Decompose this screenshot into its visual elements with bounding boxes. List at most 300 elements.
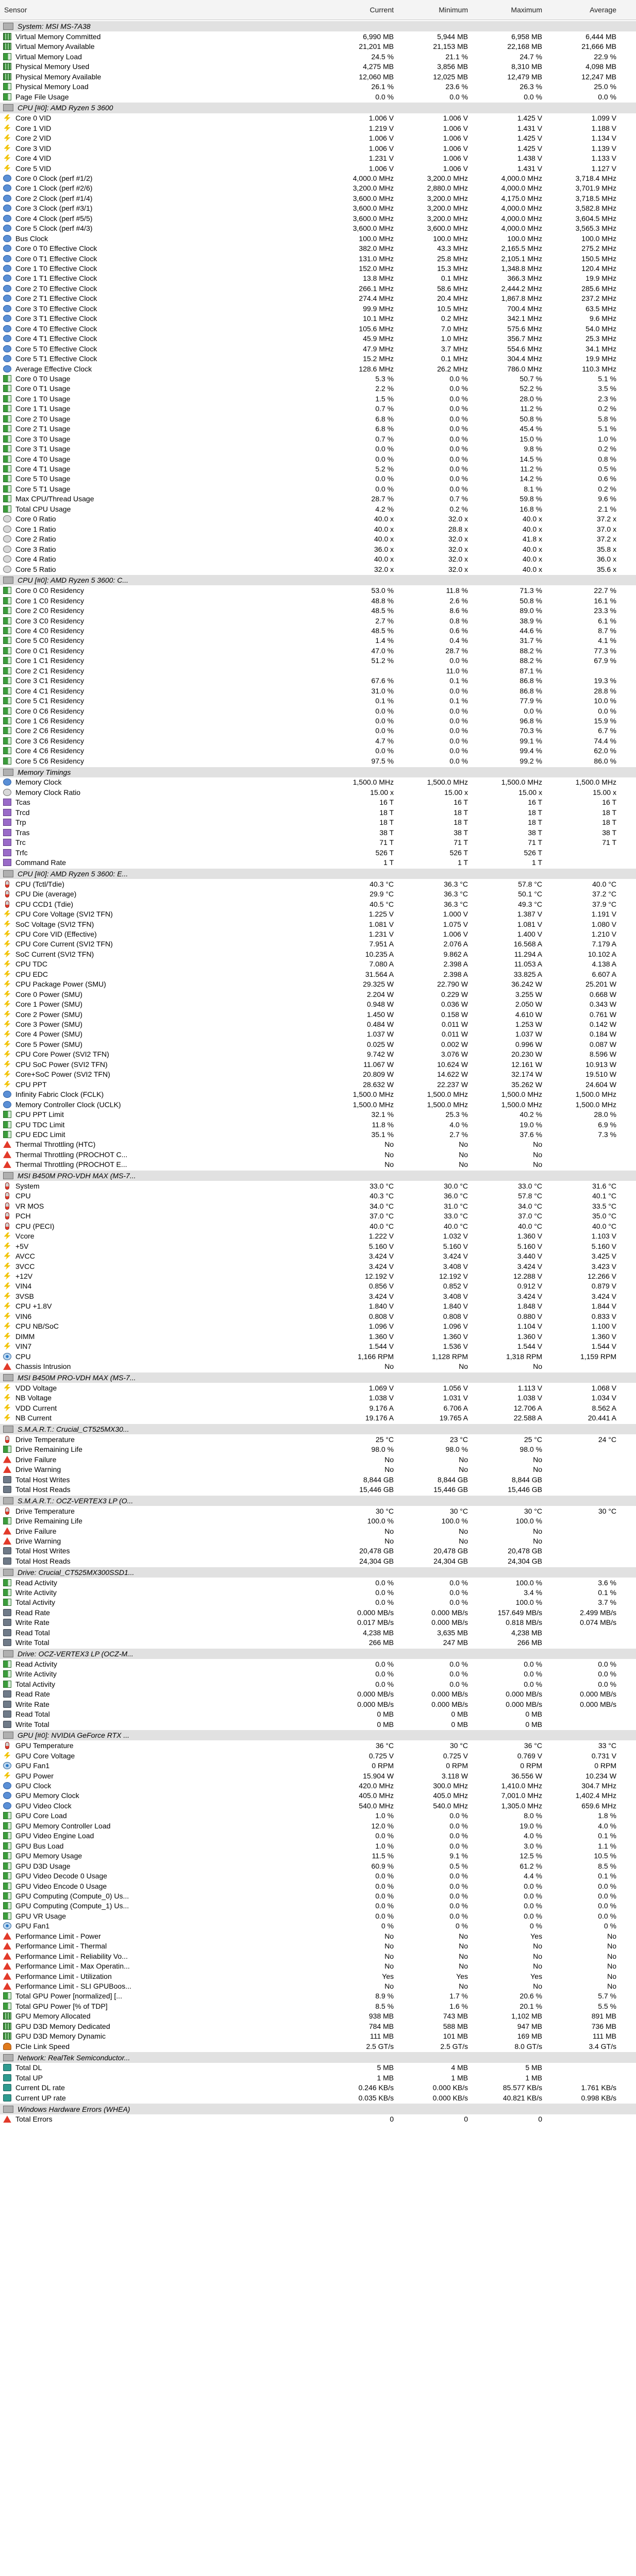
average-value: 54.0 MHz (585, 324, 616, 333)
sensor-row[interactable] (0, 959, 636, 969)
sensor-row[interactable] (0, 253, 636, 263)
sensor-row[interactable] (0, 494, 636, 504)
sensor-row[interactable] (0, 1281, 636, 1291)
sensor-row[interactable] (0, 1961, 636, 1971)
minimum-value: 25.8 MHz (437, 254, 468, 263)
sensor-row[interactable] (0, 133, 636, 143)
sensor-row[interactable] (0, 1089, 636, 1099)
sensor-row[interactable] (0, 1059, 636, 1069)
sensor-row[interactable] (0, 1881, 636, 1891)
bolt-icon (3, 1081, 11, 1088)
sensor-row[interactable] (0, 2011, 636, 2021)
sensor-row[interactable] (0, 1941, 636, 1951)
sensor-row[interactable] (0, 1861, 636, 1871)
current-value: 53.0 % (371, 586, 394, 595)
sensor-row[interactable] (0, 233, 636, 243)
sensor-row[interactable] (0, 1556, 636, 1566)
minimum-value: 1.360 V (443, 1332, 468, 1341)
sensor-row[interactable] (0, 827, 636, 837)
bolt-icon (3, 1252, 11, 1260)
maximum-value: 41.8 x (522, 535, 542, 544)
sensor-row[interactable] (0, 364, 636, 374)
sensor-name: CPU (15, 1352, 31, 1361)
sensor-row[interactable] (0, 404, 636, 414)
sensor-row[interactable] (0, 1791, 636, 1801)
average-value: 0.5 % (598, 465, 616, 473)
sensor-row[interactable] (0, 2063, 636, 2073)
section-header[interactable] (0, 1648, 636, 1659)
sensor-row[interactable] (0, 989, 636, 999)
sensor-row[interactable] (0, 1831, 636, 1841)
sensor-row[interactable] (0, 1981, 636, 1991)
sensor-row[interactable] (0, 777, 636, 787)
sensor-row[interactable] (0, 919, 636, 929)
sensor-row[interactable] (0, 1099, 636, 1109)
bar-icon (3, 495, 11, 502)
average-value: 37.2 x (596, 515, 616, 523)
sensor-row[interactable] (0, 1454, 636, 1464)
circle-icon (3, 546, 11, 553)
sensor-row[interactable] (0, 283, 636, 293)
sensor-row[interactable] (0, 1931, 636, 1941)
sensor-row[interactable] (0, 746, 636, 756)
sensor-name: CPU TDC Limit (15, 1120, 65, 1129)
sensor-row[interactable] (0, 1921, 636, 1931)
sensor-row[interactable] (0, 554, 636, 564)
minimum-value: 10.5 MHz (437, 304, 468, 313)
sensor-row[interactable] (0, 62, 636, 72)
sensor-row[interactable] (0, 52, 636, 61)
bar-icon (3, 617, 11, 624)
maximum-value: 88.2 % (520, 656, 542, 665)
average-value: 0.1 % (598, 1832, 616, 1840)
bar-icon (3, 475, 11, 482)
current-value: 33.0 °C (370, 1181, 394, 1190)
sensor-row[interactable] (0, 1393, 636, 1402)
maximum-value: 1.400 V (517, 929, 542, 938)
mem-icon (3, 63, 11, 70)
sensor-row[interactable] (0, 879, 636, 889)
section-header[interactable] (0, 574, 636, 585)
sensor-row[interactable] (0, 1526, 636, 1536)
sensor-row[interactable] (0, 424, 636, 434)
sensor-row[interactable] (0, 756, 636, 766)
sensor-row[interactable] (0, 1321, 636, 1331)
sensor-row[interactable] (0, 1120, 636, 1129)
sensor-label-cell (0, 1700, 324, 1708)
sensor-row[interactable] (0, 1911, 636, 1921)
sensor-name: VDD Current (15, 1403, 57, 1412)
sensor-row[interactable] (0, 1719, 636, 1729)
maximum-value: 3.4 % (524, 1588, 542, 1597)
sensor-row[interactable] (0, 999, 636, 1009)
sensor-name: Performance Limit - Utilization (15, 1972, 112, 1980)
minimum-value: 33.0 °C (444, 1212, 468, 1221)
sensor-row[interactable] (0, 1271, 636, 1281)
sensor-row[interactable] (0, 1598, 636, 1607)
sensor-row[interactable] (0, 394, 636, 403)
average-value: 25.0 % (594, 82, 616, 91)
sensor-row[interactable] (0, 857, 636, 867)
average-value: 40.0 °C (592, 879, 616, 888)
sensor-row[interactable] (0, 143, 636, 153)
sensor-row[interactable] (0, 1679, 636, 1689)
sensor-row[interactable] (0, 444, 636, 453)
sensor-row[interactable] (0, 454, 636, 464)
average-value: 1.139 V (591, 144, 616, 152)
bar-icon (3, 667, 11, 674)
sensor-row[interactable] (0, 324, 636, 333)
warn-icon (3, 1537, 11, 1545)
sensor-row[interactable] (0, 636, 636, 646)
sensor-row[interactable] (0, 123, 636, 133)
sensor-row[interactable] (0, 1516, 636, 1526)
sensor-row[interactable] (0, 1434, 636, 1444)
sensor-row[interactable] (0, 1221, 636, 1231)
sensor-row[interactable] (0, 1413, 636, 1422)
sensor-row[interactable] (0, 1341, 636, 1351)
sensor-row[interactable] (0, 1140, 636, 1149)
average-value: 37.2 °C (592, 890, 616, 899)
sensor-row[interactable] (0, 1109, 636, 1119)
current-value: 40.5 °C (370, 900, 394, 908)
section-header[interactable] (0, 868, 636, 879)
sensor-row[interactable] (0, 1709, 636, 1719)
sensor-row[interactable] (0, 656, 636, 666)
sensor-row[interactable] (0, 213, 636, 223)
sensor-name: Write Rate (15, 1618, 49, 1627)
sensor-row[interactable] (0, 1009, 636, 1019)
sensor-row[interactable] (0, 92, 636, 101)
sensor-row[interactable] (0, 1241, 636, 1251)
bar-icon (3, 1599, 11, 1606)
sensor-row[interactable] (0, 1291, 636, 1301)
sensor-row[interactable] (0, 183, 636, 193)
sensor-row[interactable] (0, 1699, 636, 1709)
sensor-row[interactable] (0, 1079, 636, 1089)
maximum-value: 98.0 % (520, 1445, 542, 1454)
sensor-name: CPU Die (average) (15, 890, 77, 899)
sensor-row[interactable] (0, 374, 636, 383)
sensor-row[interactable] (0, 798, 636, 807)
sensor-row[interactable] (0, 848, 636, 857)
sensor-row[interactable] (0, 2031, 636, 2041)
sensor-row[interactable] (0, 434, 636, 444)
sensor-row[interactable] (0, 716, 636, 725)
sensor-row[interactable] (0, 2041, 636, 2051)
sensor-label-cell (0, 1302, 324, 1310)
average-value: 1.544 V (591, 1342, 616, 1351)
warn-icon (3, 1953, 11, 1960)
sensor-row[interactable] (0, 1464, 636, 1474)
sensor-row[interactable] (0, 1231, 636, 1241)
sensor-row[interactable] (0, 204, 636, 213)
maximum-value: 59.8 % (520, 495, 542, 503)
section-header[interactable] (0, 1423, 636, 1434)
sensor-row[interactable] (0, 2073, 636, 2082)
current-value: No (384, 1465, 394, 1474)
sensor-row[interactable] (0, 1019, 636, 1029)
drive-icon (3, 1476, 11, 1483)
sensor-row[interactable] (0, 153, 636, 163)
column-sensor[interactable]: Sensor (4, 6, 27, 14)
sensor-row[interactable] (0, 534, 636, 544)
sensor-row[interactable] (0, 1578, 636, 1587)
sensor-row[interactable] (0, 1039, 636, 1049)
sensor-row[interactable] (0, 585, 636, 595)
sensor-row[interactable] (0, 514, 636, 524)
sensor-row[interactable] (0, 1331, 636, 1341)
sensor-row[interactable] (0, 1659, 636, 1669)
sensor-name: +5V (15, 1242, 29, 1250)
sensor-row[interactable] (0, 706, 636, 716)
sensor-row[interactable] (0, 726, 636, 736)
bar-icon (3, 1681, 11, 1688)
sensor-row[interactable] (0, 1821, 636, 1831)
sensor-row[interactable] (0, 1383, 636, 1393)
sensor-row[interactable] (0, 1181, 636, 1191)
sensor-row[interactable] (0, 564, 636, 574)
sensor-row[interactable] (0, 1049, 636, 1059)
maximum-value: 100.0 % (515, 1517, 542, 1526)
sensor-row[interactable] (0, 1149, 636, 1159)
maximum-value: 19.0 % (520, 1821, 542, 1830)
sensor-row[interactable] (0, 1607, 636, 1617)
sensor-row[interactable] (0, 1689, 636, 1699)
sensor-row[interactable] (0, 1891, 636, 1901)
sensor-row[interactable] (0, 173, 636, 183)
sensor-row[interactable] (0, 113, 636, 123)
sensor-row[interactable] (0, 837, 636, 847)
sensor-row[interactable] (0, 1587, 636, 1597)
sensor-row[interactable] (0, 1951, 636, 1961)
section-header[interactable] (0, 1729, 636, 1740)
sensor-row[interactable] (0, 2021, 636, 2031)
sensor-row[interactable] (0, 1901, 636, 1911)
sensor-name: CPU Core Voltage (SVI2 TFN) (15, 910, 113, 919)
sensor-row[interactable] (0, 1851, 636, 1860)
sensor-row[interactable] (0, 414, 636, 423)
sensor-row[interactable] (0, 1546, 636, 1556)
sensor-row[interactable] (0, 969, 636, 979)
sensor-name: CPU TDC (15, 960, 47, 969)
sensor-row[interactable] (0, 1029, 636, 1039)
sensor-row[interactable] (0, 1361, 636, 1371)
section-header[interactable] (0, 1495, 636, 1506)
sensor-label-cell (0, 1507, 324, 1515)
sensor-row[interactable] (0, 666, 636, 675)
maximum-value: 12.706 A (513, 1403, 542, 1412)
sensor-row[interactable] (0, 1070, 636, 1079)
sensor-row[interactable] (0, 949, 636, 959)
average-value: 0.833 V (591, 1312, 616, 1320)
bar-icon (3, 415, 11, 422)
sensor-row[interactable] (0, 899, 636, 909)
sensor-row[interactable] (0, 544, 636, 554)
column-maximum[interactable]: Maximum (511, 6, 542, 14)
sensor-label-cell (0, 93, 324, 101)
sensor-row[interactable] (0, 42, 636, 52)
sensor-row[interactable] (0, 1251, 636, 1261)
sensor-row[interactable] (0, 294, 636, 303)
sensor-label-cell (0, 1579, 324, 1587)
current-value: 37.0 °C (370, 1212, 394, 1221)
sensor-row[interactable] (0, 1311, 636, 1321)
sensor-row[interactable] (0, 31, 636, 41)
sensor-row[interactable] (0, 2093, 636, 2103)
sensor-row[interactable] (0, 686, 636, 696)
minimum-value: 0.0 % (449, 465, 468, 473)
sensor-row[interactable] (0, 807, 636, 817)
sensor-row[interactable] (0, 1741, 636, 1751)
sensor-row[interactable] (0, 353, 636, 363)
sensor-row[interactable] (0, 1301, 636, 1311)
sensor-row[interactable] (0, 736, 636, 745)
sensor-row[interactable] (0, 2114, 636, 2124)
sensor-row[interactable] (0, 1871, 636, 1880)
sensor-row[interactable] (0, 1261, 636, 1271)
sensor-row[interactable] (0, 1751, 636, 1760)
drive-icon (3, 1721, 11, 1728)
sensor-row[interactable] (0, 889, 636, 899)
column-current[interactable]: Current (370, 6, 394, 14)
maximum-value: 16.568 A (513, 940, 542, 948)
sensor-row[interactable] (0, 384, 636, 394)
sensor-row[interactable] (0, 193, 636, 203)
maximum-value: 12.288 V (513, 1272, 542, 1281)
sensor-row[interactable] (0, 1801, 636, 1810)
sensor-row[interactable] (0, 616, 636, 625)
sensor-row[interactable] (0, 1669, 636, 1679)
sensor-row[interactable] (0, 303, 636, 313)
sensor-row[interactable] (0, 1760, 636, 1770)
sensor-row[interactable] (0, 484, 636, 494)
section-header[interactable] (0, 20, 636, 31)
section-header[interactable] (0, 766, 636, 777)
sensor-row[interactable] (0, 1201, 636, 1211)
sensor-name: Core 5 VID (15, 164, 52, 173)
sensor-row[interactable] (0, 676, 636, 686)
section-header[interactable] (0, 2051, 636, 2062)
sensor-name: SoC Voltage (SVI2 TFN) (15, 920, 94, 928)
sensor-row[interactable] (0, 1484, 636, 1494)
sensor-row[interactable] (0, 818, 636, 827)
sensor-row[interactable] (0, 1628, 636, 1637)
sensor-name: Core 5 C1 Residency (15, 697, 85, 705)
sensor-row[interactable] (0, 1160, 636, 1170)
average-value: 3.5 % (598, 384, 616, 393)
sensor-row[interactable] (0, 314, 636, 324)
maximum-value: 2.050 W (515, 1000, 542, 1009)
section-header[interactable] (0, 1170, 636, 1181)
sensor-name: Physical Memory Load (15, 82, 89, 91)
sensor-row[interactable] (0, 81, 636, 91)
sensor-label-cell (0, 334, 324, 343)
current-value: 40.0 x (374, 515, 394, 523)
sensor-row[interactable] (0, 696, 636, 705)
sensor-row[interactable] (0, 1506, 636, 1516)
average-value: 3.424 V (591, 1292, 616, 1300)
sensor-row[interactable] (0, 1781, 636, 1790)
sensor-row[interactable] (0, 596, 636, 605)
minimum-value: 247 MB (443, 1638, 468, 1647)
maximum-value: 266 MB (517, 1638, 542, 1647)
sensor-row[interactable] (0, 625, 636, 635)
minimum-value: 38 T (454, 828, 468, 837)
maximum-value: 0.0 % (524, 1891, 542, 1900)
column-average[interactable]: Average (590, 6, 616, 14)
section-header[interactable] (0, 101, 636, 113)
sensor-row[interactable] (0, 1971, 636, 1981)
sensor-row[interactable] (0, 524, 636, 534)
circle-icon (3, 535, 11, 543)
sensor-row[interactable] (0, 1771, 636, 1781)
sensor-row[interactable] (0, 979, 636, 989)
sensor-row[interactable] (0, 1403, 636, 1413)
sensor-row[interactable] (0, 787, 636, 797)
sensor-row[interactable] (0, 939, 636, 949)
sensor-row[interactable] (0, 1638, 636, 1648)
average-value: 1.761 KB/s (581, 2083, 616, 2092)
sensor-row[interactable] (0, 1191, 636, 1201)
current-value: No (384, 1150, 394, 1159)
section-header[interactable] (0, 1566, 636, 1578)
sensor-row[interactable] (0, 1618, 636, 1628)
sensor-row[interactable] (0, 224, 636, 233)
average-value: No (607, 1972, 616, 1980)
sensor-row[interactable] (0, 274, 636, 283)
sensor-row[interactable] (0, 1444, 636, 1454)
sensor-row[interactable] (0, 163, 636, 173)
average-value: 15.00 x (593, 788, 616, 796)
sensor-row[interactable] (0, 1211, 636, 1221)
current-value: 1.5 % (375, 394, 394, 403)
sensor-row[interactable] (0, 1475, 636, 1484)
minimum-value: 0.0 % (449, 445, 468, 453)
sensor-row[interactable] (0, 605, 636, 615)
sensor-row[interactable] (0, 474, 636, 484)
sensor-row[interactable] (0, 929, 636, 939)
maximum-value: No (533, 1455, 542, 1464)
sensor-row[interactable] (0, 1129, 636, 1139)
sensor-row[interactable] (0, 72, 636, 81)
clock-icon (3, 175, 11, 182)
sensor-row[interactable] (0, 243, 636, 253)
sensor-row[interactable] (0, 263, 636, 273)
average-value: 62.0 % (594, 747, 616, 755)
section-header[interactable] (0, 2103, 636, 2114)
sensor-row[interactable] (0, 1536, 636, 1546)
sensor-row[interactable] (0, 2001, 636, 2011)
sensor-row[interactable] (0, 333, 636, 343)
bolt-icon (3, 971, 11, 978)
sensor-row[interactable] (0, 1991, 636, 2001)
sensor-row[interactable] (0, 504, 636, 514)
column-minimum[interactable]: Minimum (439, 6, 468, 14)
sensor-row[interactable] (0, 1351, 636, 1361)
sensor-row[interactable] (0, 646, 636, 655)
sensor-row[interactable] (0, 909, 636, 919)
maximum-value: 11.294 A (514, 950, 542, 958)
sensor-row[interactable] (0, 1841, 636, 1851)
bar-icon (3, 1579, 11, 1586)
average-value: 9.6 MHz (589, 314, 616, 323)
section-header[interactable] (0, 1371, 636, 1383)
sensor-row[interactable] (0, 1811, 636, 1821)
sensor-row[interactable] (0, 2083, 636, 2093)
sensor-row[interactable] (0, 464, 636, 473)
sensor-row[interactable] (0, 344, 636, 353)
